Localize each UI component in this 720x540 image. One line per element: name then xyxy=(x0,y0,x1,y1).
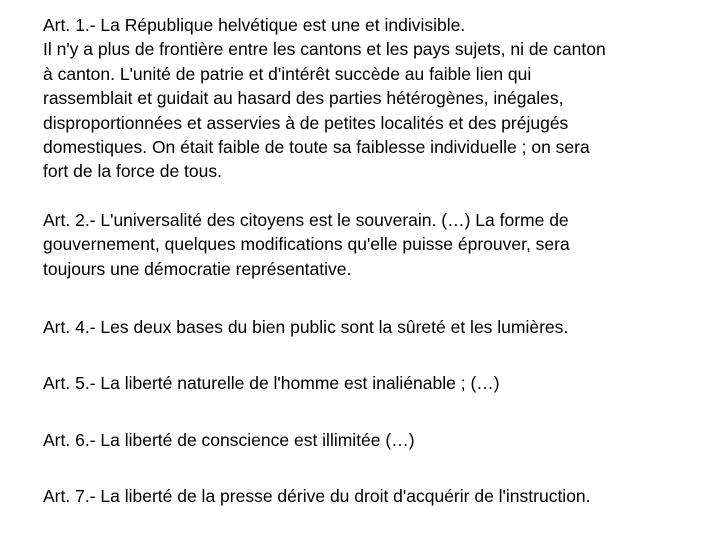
article-6 xyxy=(43,428,700,452)
article-1-line: Il n'y a plus de frontière entre les cantons et les pays sujets, ni de canton xyxy=(43,39,606,60)
article-4-line: Art. 4.- Les deux bases du bien public sont la sûreté et les lumières. xyxy=(43,317,569,338)
article-2-line: toujours une démocratie représentative. xyxy=(43,258,352,279)
article-5-line: Art. 5.- La liberté naturelle de l'homme est inaliénable ; (…) xyxy=(43,373,500,394)
article-1-line: Art. 1.- La République helvétique est une et indivisible. xyxy=(43,15,466,35)
article-1 xyxy=(43,13,700,184)
article-7-line: Art. 7.- La liberté de la presse dérive du droit d'acquérir de l'instruction. xyxy=(43,486,591,507)
article-1-line: rassemblait et guidait au hasard des parties hétérogènes, inégales, xyxy=(43,88,564,109)
article-1-line: domestiques. On était faible de toute sa faiblesse individuelle ; on sera xyxy=(43,137,590,158)
article-4 xyxy=(43,315,700,339)
article-6-line: Art. 6.- La liberté de conscience est illimitée (…) xyxy=(43,429,415,450)
article-1-line: disproportionnées et asservies à de petites localités et des préjugés xyxy=(43,112,569,133)
article-2-line: gouvernement, quelques modifications qu'elle puisse éprouver, sera xyxy=(43,234,570,255)
article-2-line: Art. 2.- L'universalité des citoyens est le souverain. (…) La forme de xyxy=(43,209,569,230)
article-2 xyxy=(43,208,700,281)
article-5 xyxy=(43,371,700,395)
article-1-line: à canton. L'unité de patrie et d'intérêt succède au faible lien qui xyxy=(43,63,532,84)
article-7 xyxy=(43,484,700,508)
article-1-line: fort de la force de tous. xyxy=(43,161,222,182)
